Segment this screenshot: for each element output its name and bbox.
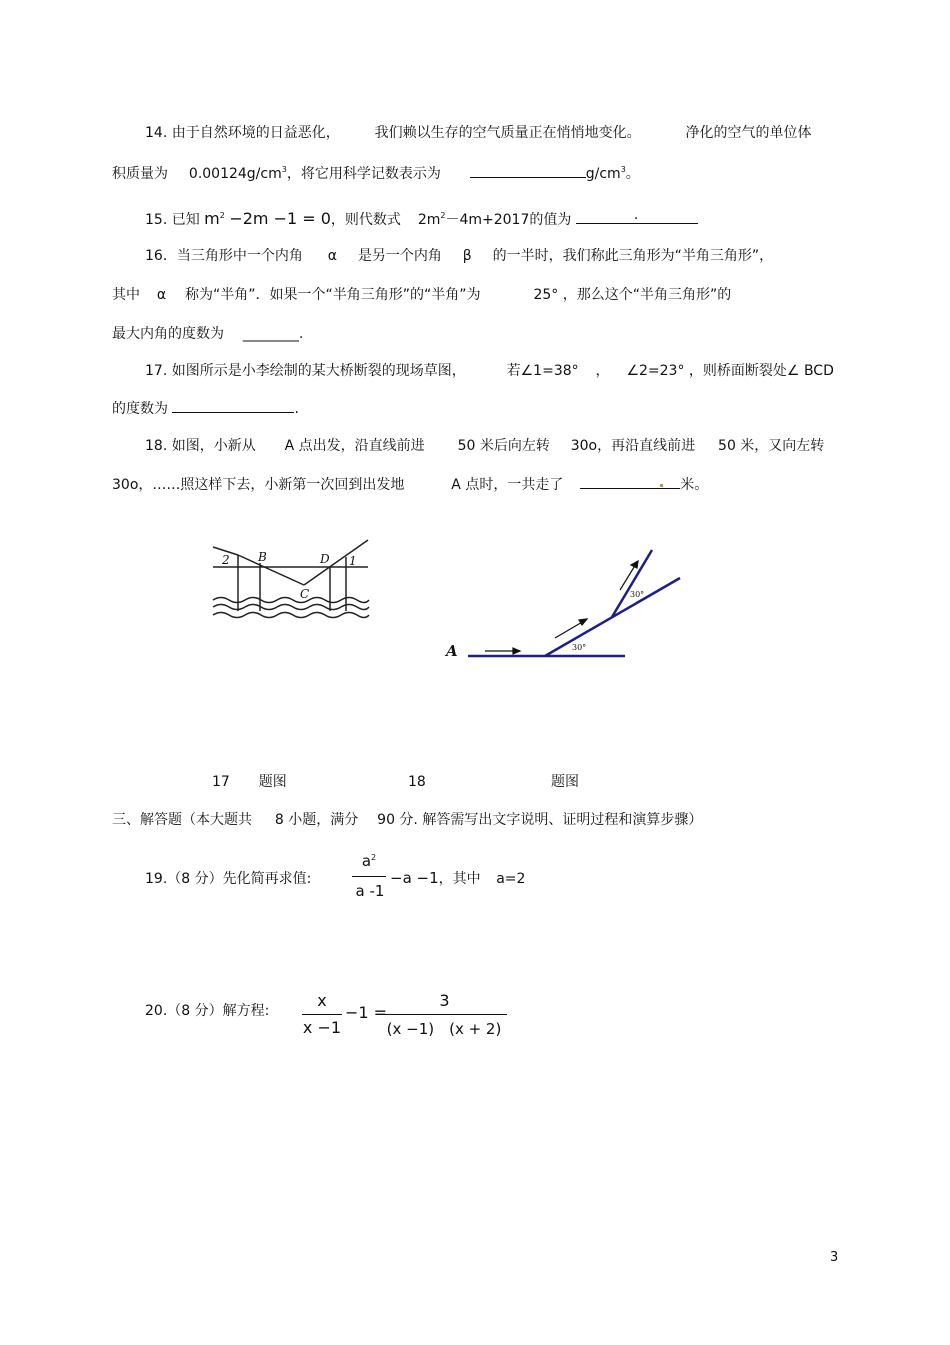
q18-text-g: A 点时，一共走了: [451, 477, 564, 493]
figure-17-bridge: [208, 535, 378, 625]
q20-middle: −1 =: [345, 1003, 388, 1022]
q14-value-sup: 3: [281, 165, 287, 174]
caption-18-number: 18: [408, 774, 426, 790]
q15-equation-m: m: [204, 209, 220, 228]
q17-text-c: 的度数为: [112, 401, 168, 417]
q17-angle2: ∠2=23°: [626, 363, 685, 379]
q17-angle1: 若∠1=38°: [506, 363, 579, 379]
section-3-text-b: 8 小题，满分: [274, 812, 359, 828]
q15-expr-sup: 2: [440, 211, 446, 220]
q19-fraction-denominator: a -1: [355, 882, 385, 900]
q18-text-a: 如图，小新从: [171, 438, 256, 454]
q15-blank-dot: .: [633, 207, 639, 223]
q20-fraction2-numerator: 3: [439, 991, 450, 1010]
q20-label: [145, 1001, 269, 1021]
q18-text-d: 30o，再沿直线前进: [570, 438, 696, 454]
label-angle-2: 2: [222, 553, 230, 567]
q19-fraction-bar: [352, 876, 386, 877]
q14-unit: g/cm: [585, 166, 621, 182]
q19-value: a=2: [496, 871, 526, 887]
q15-text-c: 的值为: [529, 212, 572, 228]
q20-fraction1-numerator: x: [317, 991, 327, 1010]
q16-text-f: ，那么这个“半角三角形”的: [562, 287, 732, 303]
q19-text-b: ，其中: [438, 871, 481, 887]
q19-num-sup: 2: [371, 853, 377, 862]
q20-text-a: （8 分）解方程:: [167, 1003, 270, 1019]
q16-text-b: 是另一个内角: [357, 248, 442, 264]
q16-text-g: 最大内角的度数为: [112, 326, 224, 342]
figure-18-path: [440, 540, 690, 665]
q16-text-e: 称为“半角”．如果一个“半角三角形”的“半角”为: [185, 287, 481, 303]
section-3-text-c: 90 分. 解答需写出文字说明、证明过程和演算步骤）: [377, 812, 703, 828]
caption-17-number: 17: [212, 774, 230, 790]
q18-text-f: 30o，……照这样下去，小新第一次回到出发地: [112, 477, 405, 493]
q20-fraction1-denominator: x −1: [302, 1018, 342, 1037]
q15-answer-blank: [576, 209, 698, 224]
q16-answer-blank: ________: [242, 326, 299, 342]
q16-value: 25°: [533, 287, 559, 303]
caption-17-text: 题图: [258, 774, 287, 790]
q16-text-d: 其中: [112, 287, 140, 303]
q20-fraction2-bar: [382, 1014, 507, 1015]
q14-value: 0.00124g/cm: [188, 166, 282, 182]
q20-number: 20.: [145, 1003, 168, 1019]
q17-text-a: 如图所示是小李绘制的某大桥断裂的现场草图，: [171, 363, 466, 379]
q19-tail: [390, 868, 525, 889]
q19-rest: −a −1: [390, 869, 439, 887]
q20-fraction1-bar: [302, 1014, 342, 1015]
q16-line2: [112, 285, 731, 305]
q18-text-b: A 点出发，沿直线前进: [284, 438, 425, 454]
q16-text-a: 当三角形中一个内角: [176, 248, 303, 264]
q14-line2: [112, 160, 640, 184]
q15-text-a: 已知: [171, 212, 200, 228]
q14-number: 14.: [145, 125, 168, 141]
q17-answer-blank: [172, 398, 294, 413]
direction-arrow-3: [620, 564, 636, 590]
q20-fraction2-denominator: (x −1) (x + 2): [386, 1020, 502, 1038]
bridge-deck-left-slope: [238, 555, 304, 585]
q17-bcd: BCD: [803, 363, 834, 379]
q14-text-b: 我们赖以生存的空气质量正在悄悄地变化。: [374, 125, 641, 141]
caption-17: [212, 772, 287, 792]
direction-arrow-2-head: [579, 619, 587, 625]
direction-arrow-1-head: [513, 648, 520, 654]
q16-alpha-2: α: [156, 287, 167, 303]
q19-fraction-numerator: [352, 852, 386, 870]
q15-expr-rest: －4m+2017: [445, 212, 530, 228]
q18-blank-mark: [660, 484, 663, 487]
water-wave-3: [213, 613, 369, 618]
label-C: C: [300, 587, 310, 601]
q18-line1: [145, 436, 824, 456]
q17-line1: [145, 361, 834, 381]
q14-text-e: ，将它用科学记数表示为: [286, 166, 441, 182]
q19-text-a: （8 分）先化简再求值:: [167, 871, 312, 887]
q16-line3: [112, 324, 303, 344]
q16-end: .: [298, 326, 304, 342]
q17-text-b: ，则桥面断裂处∠: [688, 363, 800, 379]
section-3-heading: [112, 810, 702, 830]
q16-line1: [145, 246, 773, 266]
q15-text-b: ，则代数式: [330, 212, 401, 228]
q14-answer-blank: [470, 163, 586, 178]
q17-number: 17.: [145, 363, 168, 379]
q17-end: .: [294, 401, 299, 417]
q18-text-e: 50 米，又向左转: [718, 438, 825, 454]
q16-beta: β: [462, 248, 472, 264]
q14-text-a: 由于自然环境的日益恶化，: [171, 125, 340, 141]
label-D: D: [320, 552, 330, 566]
q14-unit-sup: 3: [620, 165, 626, 174]
q14-text-d: 积质量为: [112, 166, 168, 182]
label-B: B: [258, 550, 267, 564]
q17-comma: ，: [595, 363, 610, 379]
q14-line1: [145, 123, 812, 143]
section-3-text-a: 三、解答题（本大题共: [112, 812, 252, 828]
q18-text-h: 米。: [680, 477, 709, 493]
bridge-deck-right-slope: [304, 540, 368, 585]
q15-number: 15.: [145, 212, 168, 228]
caption-18-text: 题图: [551, 774, 579, 790]
q15-line: [145, 206, 698, 230]
q16-number: 16．: [145, 248, 177, 264]
q14-end: 。: [625, 166, 640, 182]
label-A: A: [446, 642, 458, 660]
q15-equation-sup: 2: [219, 211, 225, 220]
label-angle-30-bottom: 30°: [572, 643, 587, 652]
q14-text-c: 净化的空气的单位体: [685, 125, 812, 141]
q16-alpha: α: [327, 248, 337, 264]
q19-label: [145, 869, 311, 889]
direction-arrow-3-head: [631, 561, 638, 568]
q18-line2: [112, 474, 708, 495]
q18-number: 18.: [145, 438, 168, 454]
label-angle-1: 1: [349, 554, 357, 568]
q19-num-a: a: [361, 852, 372, 870]
q16-text-c: 的一半时，我们称此三角形为“半角三角形”，: [492, 248, 774, 264]
q18-answer-blank: [580, 474, 680, 489]
q15-equation-rest: −2m −1 = 0: [229, 209, 331, 228]
page-number: 3: [830, 1250, 839, 1265]
q19-number: 19.: [145, 871, 168, 887]
label-angle-30-top: 30°: [630, 590, 645, 599]
q15-expr: 2m: [417, 212, 441, 228]
q17-line2: [112, 398, 299, 419]
q18-text-c: 50 米后向左转: [457, 438, 550, 454]
